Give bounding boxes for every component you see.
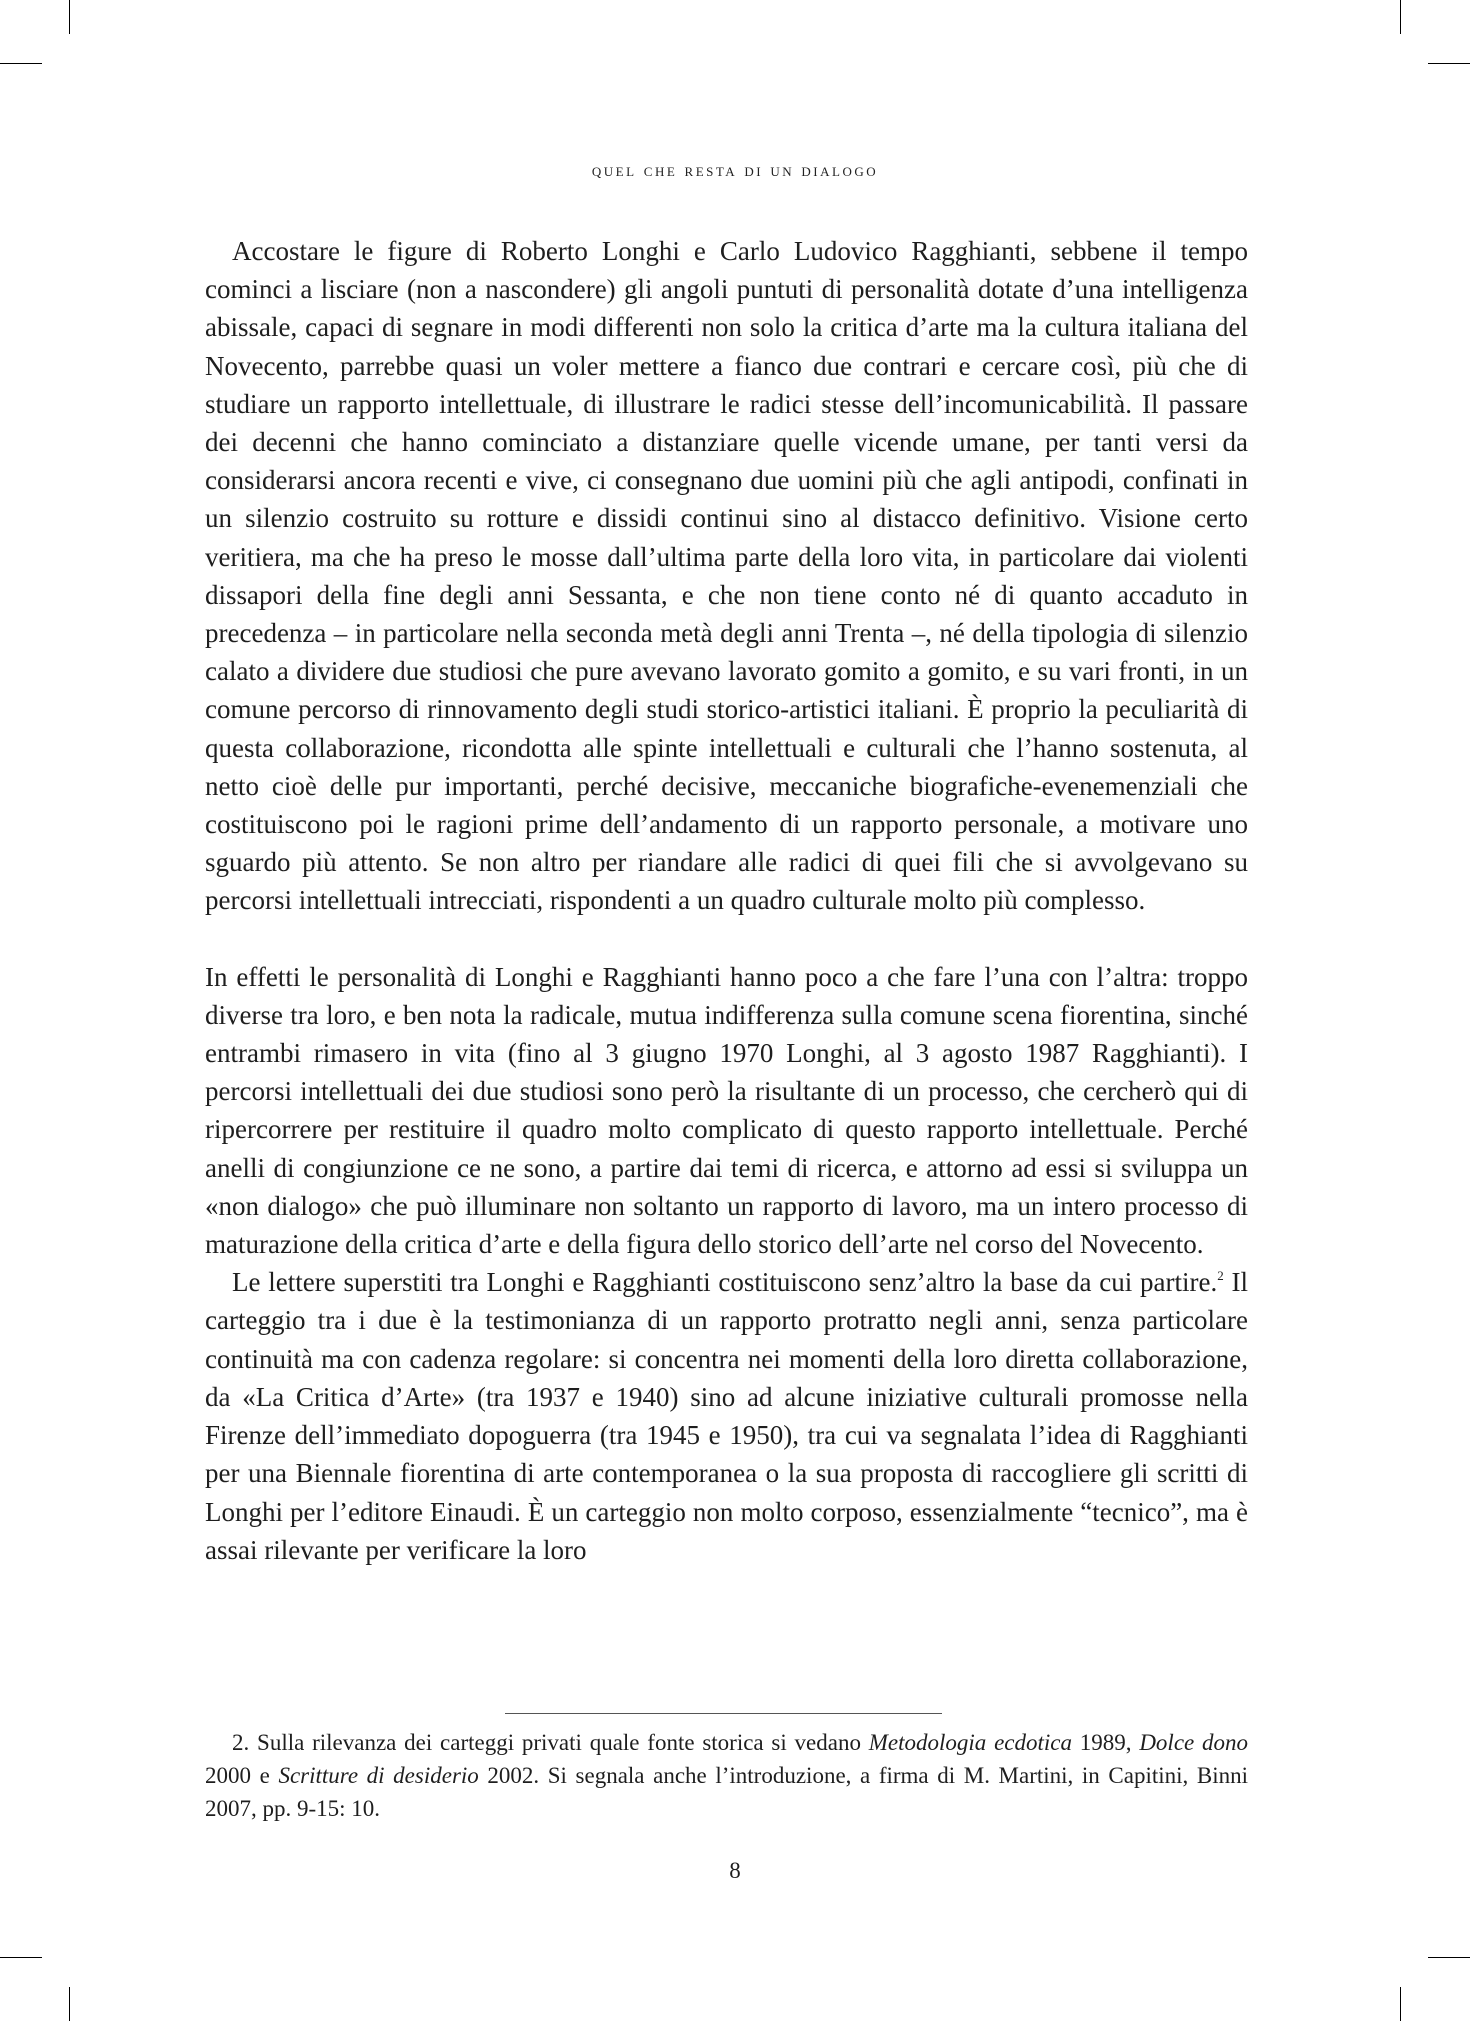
paragraph-3-rest: Il carteggio tra i due è la testimonianza di un rapporto protratto negli anni, senza particolare continuità ma con cadenza regolare: si concentra nei momenti della loro diretta collaborazione, da «La Critica d’Arte» (tra 1937 e 1940) sino ad alcune iniziative culturali promosse nella Firenze dell’immediato dopoguerra (tra 1945 e 1950), tra cui va segnalata l’idea di Ragghianti per una Biennale fiorentina di arte contemporanea o la sua proposta di raccogliere gli scritti di Longhi per l’editore Einaudi. È un carteggio non molto corposo, essenzialmente “tecnico”, ma è assai rilevante per verificare la loro [205, 1267, 1249, 1565]
crop-mark [0, 63, 42, 64]
footnotes [205, 1726, 1248, 1825]
footnote-text: 1989, [1071, 1730, 1140, 1755]
paragraph-1: Accostare le figure di Roberto Longhi e Carlo Ludovico Ragghianti, sebbene il tempo cominci a lisciare (non a nascondere) gli angoli puntuti di personalità dotate d’una intelligenza abissale, capaci di segnare in modi differenti non solo la critica d’arte ma la cultura italiana del Novecento, parrebbe quasi un voler mettere a fianco due contrari e cercare così, più che di studiare un rapporto intellettuale, di illustrare le radici stesse dell’incomunicabilità. Il passare dei decenni che hanno cominciato a distanziare quelle vicende umane, per tanti versi da considerarsi ancora recenti e vive, ci consegnano due uomini più che agli antipodi, confinati in un silenzio costruito su rotture e dissidi continui sino al distacco definitivo. Visione certo veritiera, ma che ha preso le mosse dall’ultima parte della loro vita, in particolare dai violenti dissapori della fine degli anni Sessanta, e che non tiene conto né di quanto accaduto in precedenza – in particolare nella seconda metà degli anni Trenta –, né della tipologia di silenzio calato a dividere due studiosi che pure avevano lavorato gomito a gomito, e su vari fronti, in un comune percorso di rinnovamento degli studi storico-artistici italiani. È proprio la peculiarità di questa collaborazione, ricondotta alle spinte intellettuali e culturali che l’hanno sostenuta, al netto cioè delle pur importanti, perché decisive, meccaniche biografiche-evenemenziali che costituiscono poi le ragioni prime dell’andamento di un rapporto personale, a motivare uno sguardo più attento. Se non altro per riandare alle radici di quei fili che si avvolgevano su percorsi intellettuali intrecciati, rispondenti a un quadro culturale molto più complesso. [205, 236, 1248, 916]
footnote-number: 2. [232, 1730, 250, 1755]
footnote-title: Metodologia ecdotica [868, 1730, 1072, 1755]
crop-mark [69, 0, 70, 34]
footnote-text: 2002. Si segnala anche l’introduzione, a firma di M. Martini, in Capitini, Binni 2007, pp. 9-15: 10. [205, 1763, 1248, 1821]
footnote-title: Scritture di desiderio [278, 1763, 479, 1788]
crop-mark [1400, 1987, 1401, 2021]
footnote-reference[interactable]: 2 [1217, 1268, 1224, 1284]
crop-mark [0, 1957, 42, 1958]
page-number: 8 [729, 1858, 741, 1883]
footnote-title: Dolce dono [1139, 1730, 1249, 1755]
running-head: quel che resta di un dialogo [591, 160, 879, 181]
body-text [205, 232, 1248, 1569]
paragraph-3 [205, 1263, 1248, 1569]
footnote-text: 2000 e [205, 1763, 279, 1788]
crop-mark [1428, 63, 1470, 64]
paragraph-2: In effetti le personalità di Longhi e Ragghianti hanno poco a che fare l’una con l’altra: troppo diverse tra loro, e ben nota la radicale, mutua indifferenza sulla comune scena fiorentina, sinché entrambi rimasero in vita (fino al 3 giugno 1970 Longhi, al 3 agosto 1987 Ragghianti). I percorsi intellettuali dei due studiosi sono però la risultante di un processo, che cercherò qui di ripercorrere per restituire il quadro molto complicato di questo rapporto intellettuale. Perché anelli di congiunzione ce ne sono, a partire dai temi di ricerca, e attorno ad essi si sviluppa un «non dialogo» che può illuminare non soltanto un rapporto di lavoro, ma un intero processo di maturazione della critica d’arte e della figura dello storico dell’arte nel corso del Novecento. [205, 961, 1248, 1260]
crop-mark [69, 1987, 70, 2021]
footnote-text: Sulla rilevanza dei carteggi privati quale fonte storica si vedano [249, 1730, 869, 1755]
footnote-2 [205, 1726, 1248, 1825]
paragraph-3-start: Le lettere superstiti tra Longhi e Ragghianti costituiscono senz’altro la base da cui partire. [232, 1267, 1218, 1298]
footnote-separator [505, 1713, 942, 1714]
crop-mark [1428, 1957, 1470, 1958]
crop-mark [1400, 0, 1401, 34]
